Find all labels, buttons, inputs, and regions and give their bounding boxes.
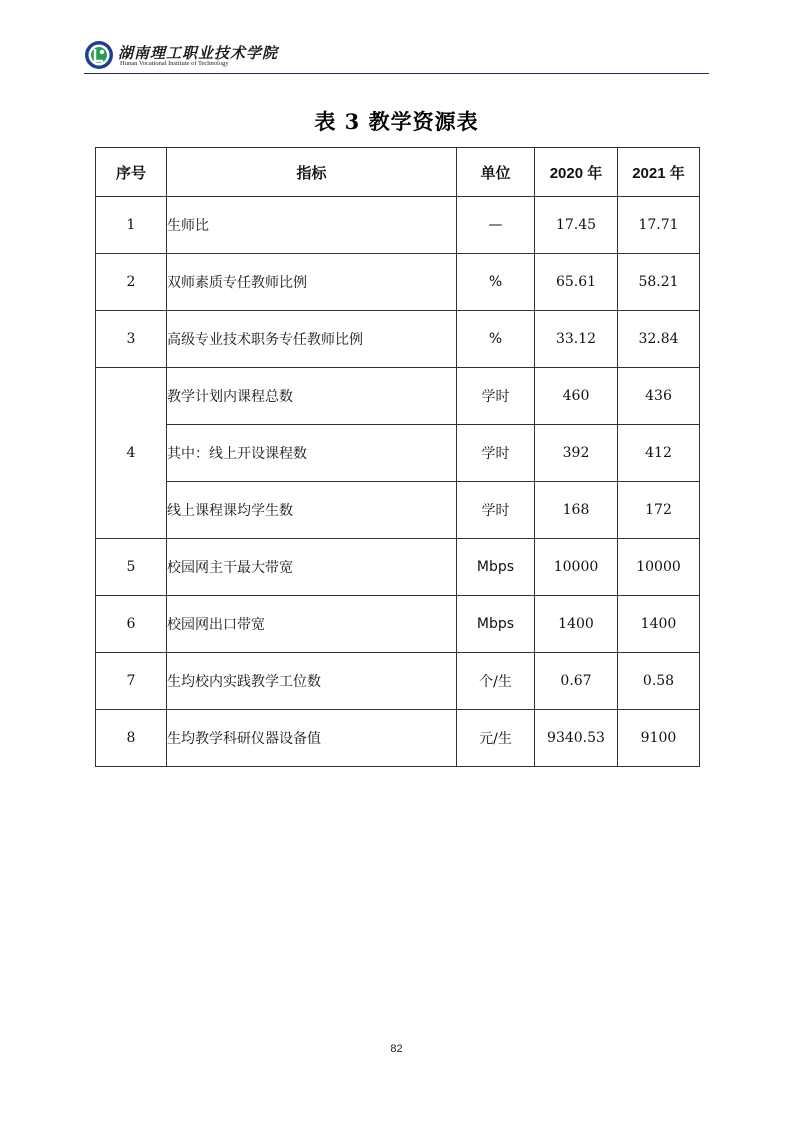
teaching-resources-table — [95, 147, 700, 767]
row-value-2020: 460 — [535, 368, 618, 425]
row-index: 2 — [96, 254, 167, 311]
col-header-unit: 单位 — [457, 148, 535, 197]
row-unit: 学时 — [457, 425, 535, 482]
school-name-en: Hunan Vocational Institute of Technology — [120, 60, 229, 67]
col-header-index: 序号 — [96, 148, 167, 197]
row-index: 1 — [96, 197, 167, 254]
row-unit: 元/生 — [457, 710, 535, 767]
row-value-2021: 1400 — [618, 596, 700, 653]
row-value-2020: 17.45 — [535, 197, 618, 254]
table-row — [96, 311, 700, 368]
page-header — [84, 40, 709, 74]
row-value-2020: 33.12 — [535, 311, 618, 368]
col-header-2021: 2021 年 — [618, 148, 700, 197]
row-indicator: 高级专业技术职务专任教师比例 — [167, 311, 457, 368]
table-row — [96, 425, 700, 482]
row-value-2020: 168 — [535, 482, 618, 539]
row-unit: % — [457, 254, 535, 311]
col-header-indicator: 指标 — [167, 148, 457, 197]
table-row — [96, 710, 700, 767]
row-value-2020: 10000 — [535, 539, 618, 596]
page-number: 82 — [390, 1043, 403, 1055]
table-row — [96, 653, 700, 710]
row-value-2021: 436 — [618, 368, 700, 425]
row-value-2021: 58.21 — [618, 254, 700, 311]
row-value-2020: 1400 — [535, 596, 618, 653]
row-indicator: 教学计划内课程总数 — [167, 368, 457, 425]
row-indicator: 生均教学科研仪器设备值 — [167, 710, 457, 767]
row-indicator: 校园网主干最大带宽 — [167, 539, 457, 596]
row-unit: % — [457, 311, 535, 368]
col-header-2020: 2020 年 — [535, 148, 618, 197]
table-header-row — [96, 148, 700, 197]
row-value-2021: 9100 — [618, 710, 700, 767]
row-value-2020: 9340.53 — [535, 710, 618, 767]
row-value-2020: 65.61 — [535, 254, 618, 311]
row-value-2020: 392 — [535, 425, 618, 482]
row-value-2021: 17.71 — [618, 197, 700, 254]
table-title: 表 3 教学资源表 — [314, 109, 479, 134]
row-value-2021: 412 — [618, 425, 700, 482]
row-unit: 学时 — [457, 368, 535, 425]
row-value-2021: 32.84 — [618, 311, 700, 368]
row-indicator: 校园网出口带宽 — [167, 596, 457, 653]
row-index: 8 — [96, 710, 167, 767]
school-name-cn: 湖南理工职业技术学院 — [118, 44, 279, 62]
row-indicator: 生师比 — [167, 197, 457, 254]
table-row — [96, 596, 700, 653]
row-index: 6 — [96, 596, 167, 653]
row-unit: Mbps — [457, 539, 535, 596]
row-indicator: 双师素质专任教师比例 — [167, 254, 457, 311]
row-unit: — — [457, 197, 535, 254]
header-divider — [84, 73, 709, 74]
row-unit: 个/生 — [457, 653, 535, 710]
row-value-2021: 172 — [618, 482, 700, 539]
row-index: 7 — [96, 653, 167, 710]
table-row — [96, 254, 700, 311]
table-row — [96, 197, 700, 254]
row-indicator: 其中：线上开设课程数 — [167, 425, 457, 482]
row-unit: 学时 — [457, 482, 535, 539]
row-value-2020: 0.67 — [535, 653, 618, 710]
row-index: 3 — [96, 311, 167, 368]
row-indicator: 生均校内实践教学工位数 — [167, 653, 457, 710]
row-index: 5 — [96, 539, 167, 596]
table-row — [96, 482, 700, 539]
school-logo-icon — [84, 40, 114, 70]
row-unit: Mbps — [457, 596, 535, 653]
table-row — [96, 539, 700, 596]
row-index: 4 — [96, 368, 167, 539]
row-value-2021: 10000 — [618, 539, 700, 596]
row-indicator: 线上课程课均学生数 — [167, 482, 457, 539]
table-row — [96, 368, 700, 425]
row-value-2021: 0.58 — [618, 653, 700, 710]
